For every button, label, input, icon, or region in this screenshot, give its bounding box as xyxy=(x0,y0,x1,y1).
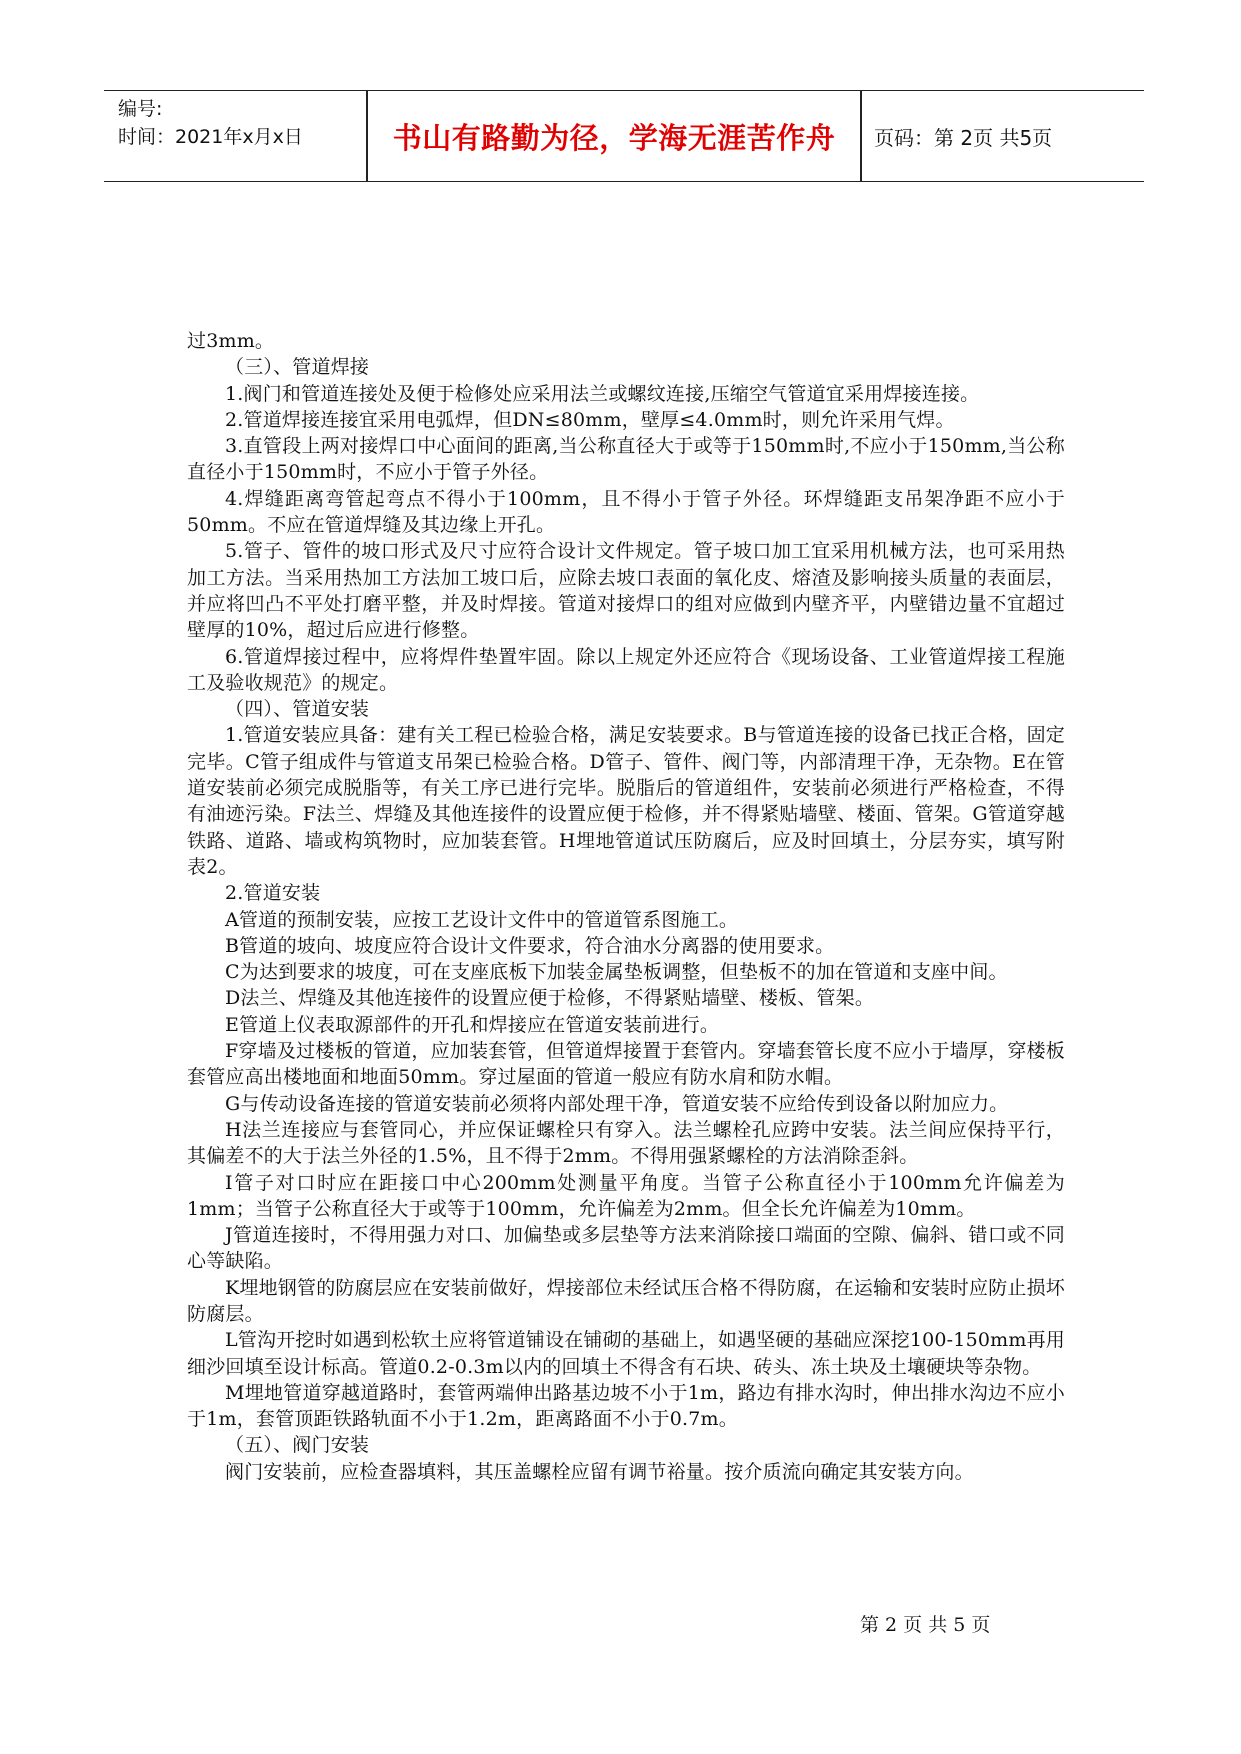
paragraph: 1.阀门和管道连接处及便于检修处应采用法兰或螺纹连接,压缩空气管道宜采用焊接连接。 xyxy=(225,382,980,405)
paragraph: 2.管道焊接连接宜采用电弧焊，但DN≤80mm，壁厚≤4.0mm时，则允许采用气焊。 xyxy=(225,408,955,431)
paragraph: H法兰连接应与套管同心，并应保证螺栓只有穿入。法兰螺栓孔应跨中安装。法兰间应保持平行，其偏差不的大于法兰外径的1.5%，且不得于2mm。不得用强紧螺栓的方法消除歪斜。 xyxy=(187,1118,1065,1168)
paragraph: J管道连接时，不得用强力对口、加偏垫或多层垫等方法来消除接口端面的空隙、偏斜、错口或不同心等缺陷。 xyxy=(187,1224,1065,1273)
paragraph: D法兰、焊缝及其他连接件的设置应便于检修，不得紧贴墙壁、楼板、管架。 xyxy=(225,987,875,1010)
page-header xyxy=(104,90,1144,182)
paragraph: 2.管道安装 xyxy=(225,882,321,905)
paragraph: C为达到要求的坡度，可在支座底板下加装金属垫板调整，但垫板不的加在管道和支座中间。 xyxy=(225,961,1008,984)
section-heading: （四）、管道安装 xyxy=(225,698,370,721)
paragraph: 6.管道焊接过程中，应将焊件垫置牢固。除以上规定外还应符合《现场设备、工业管道焊接工程施工及验收规范》的规定。 xyxy=(187,645,1065,694)
paragraph: F穿墙及过楼板的管道，应加装套管，但管道焊接置于套管内。穿墙套管长度不应小于墙厚，穿楼板套管应高出楼地面和地面50mm。穿过屋面的管道一般应有防水肩和防水帽。 xyxy=(187,1040,1065,1089)
document-number-label: 编号: xyxy=(118,98,163,120)
paragraph: A管道的预制安装，应按工艺设计文件中的管道管系图施工。 xyxy=(225,908,739,931)
paragraph: M埋地管道穿越道路时，套管两端伸出路基边坡不小于1m，路边有排水沟时，伸出排水沟边不应小于1m，套管顶距铁路轨面不小于1.2m，距离路面不小于0.7m。 xyxy=(187,1381,1065,1431)
paragraph: 5.管子、管件的坡口形式及尺寸应符合设计文件规定。管子坡口加工宜采用机械方法，也可采用热加工方法。当采用热加工方法加工坡口后，应除去坡口表面的氧化皮、熔渣及影响接头质量的表面层，并应将凹凸不平处打磨平整，并及时焊接。管道对接焊口的组对应做到内壁齐平，内壁错边量不宜超过壁厚的10%，超过后应进行修整。 xyxy=(187,540,1065,642)
section-heading: （五）、阀门安装 xyxy=(225,1434,370,1457)
section-heading: （三）、管道焊接 xyxy=(225,356,370,379)
document-time-label: 时间：2021年x月x日 xyxy=(118,126,303,148)
page-footer: 第 2 页 共 5 页 xyxy=(860,1614,991,1636)
header-slogan: 书山有路勤为径，学海无涯苦作舟 xyxy=(392,120,836,155)
paragraph: G与传动设备连接的管道安装前必须将内部处理干净，管道安装不应给传到设备以附加应力。 xyxy=(225,1092,1009,1115)
document-body xyxy=(187,328,1065,1485)
paragraph: B管道的坡向、坡度应符合设计文件要求，符合油水分离器的使用要求。 xyxy=(225,934,835,957)
paragraph: L管沟开挖时如遇到松软土应将管道铺设在铺砌的基础上，如遇坚硬的基础应深挖100-150mm再用细沙回填至设计标高。管道0.2-0.3m以内的回填土不得含有石块、砖头、冻土块及土壤硬块等杂物。 xyxy=(187,1329,1066,1378)
paragraph: E管道上仪表取源部件的开孔和焊接应在管道安装前进行。 xyxy=(225,1013,720,1036)
paragraph: 1.管道安装应具备：建有关工程已检验合格，满足安装要求。B与管道连接的设备已找正合格，固定完毕。C管子组成件与管道支吊架已检验合格。D管子、管件、阀门等，内部清理干净，无杂物。E在管道安装前必须完成脱脂等，有关工序已进行完毕。脱脂后的管道组件，安装前必须进行严格检查，不得有油迹污染。F法兰、焊缝及其他连接件的设置应便于检修，并不得紧贴墙壁、楼面、管架。G管道穿越铁路、道路、墙或构筑物时，应加装套管。H埋地管道试压防腐后，应及时回填土，分层夯实，填写附表2。 xyxy=(187,724,1065,878)
paragraph: 过3mm。 xyxy=(187,330,275,352)
header-page-indicator: 页码：第 2页 共5页 xyxy=(874,125,1053,150)
paragraph: I管子对口时应在距接口中心200mm处测量平角度。当管子公称直径小于100mm允许偏差为1mm；当管子公称直径大于或等于100mm，允许偏差为2mm。但全长允许偏差为10mm。 xyxy=(187,1171,1065,1220)
header-divider-right xyxy=(860,91,862,181)
paragraph: 4.焊缝距离弯管起弯点不得小于100mm，且不得小于管子外径。环焊缝距支吊架净距不应小于50mm。不应在管道焊缝及其边缘上开孔。 xyxy=(187,487,1065,537)
paragraph: K埋地钢管的防腐层应在安装前做好，焊接部位未经试压合格不得防腐，在运输和安装时应防止损坏防腐层。 xyxy=(187,1276,1065,1325)
paragraph: 3.直管段上两对接焊口中心面间的距离,当公称直径大于或等于150mm时,不应小于150mm,当公称直径小于150mm时，不应小于管子外径。 xyxy=(187,435,1065,484)
paragraph: 阀门安装前，应检查器填料，其压盖螺栓应留有调节裕量。按介质流向确定其安装方向。 xyxy=(225,1460,974,1483)
